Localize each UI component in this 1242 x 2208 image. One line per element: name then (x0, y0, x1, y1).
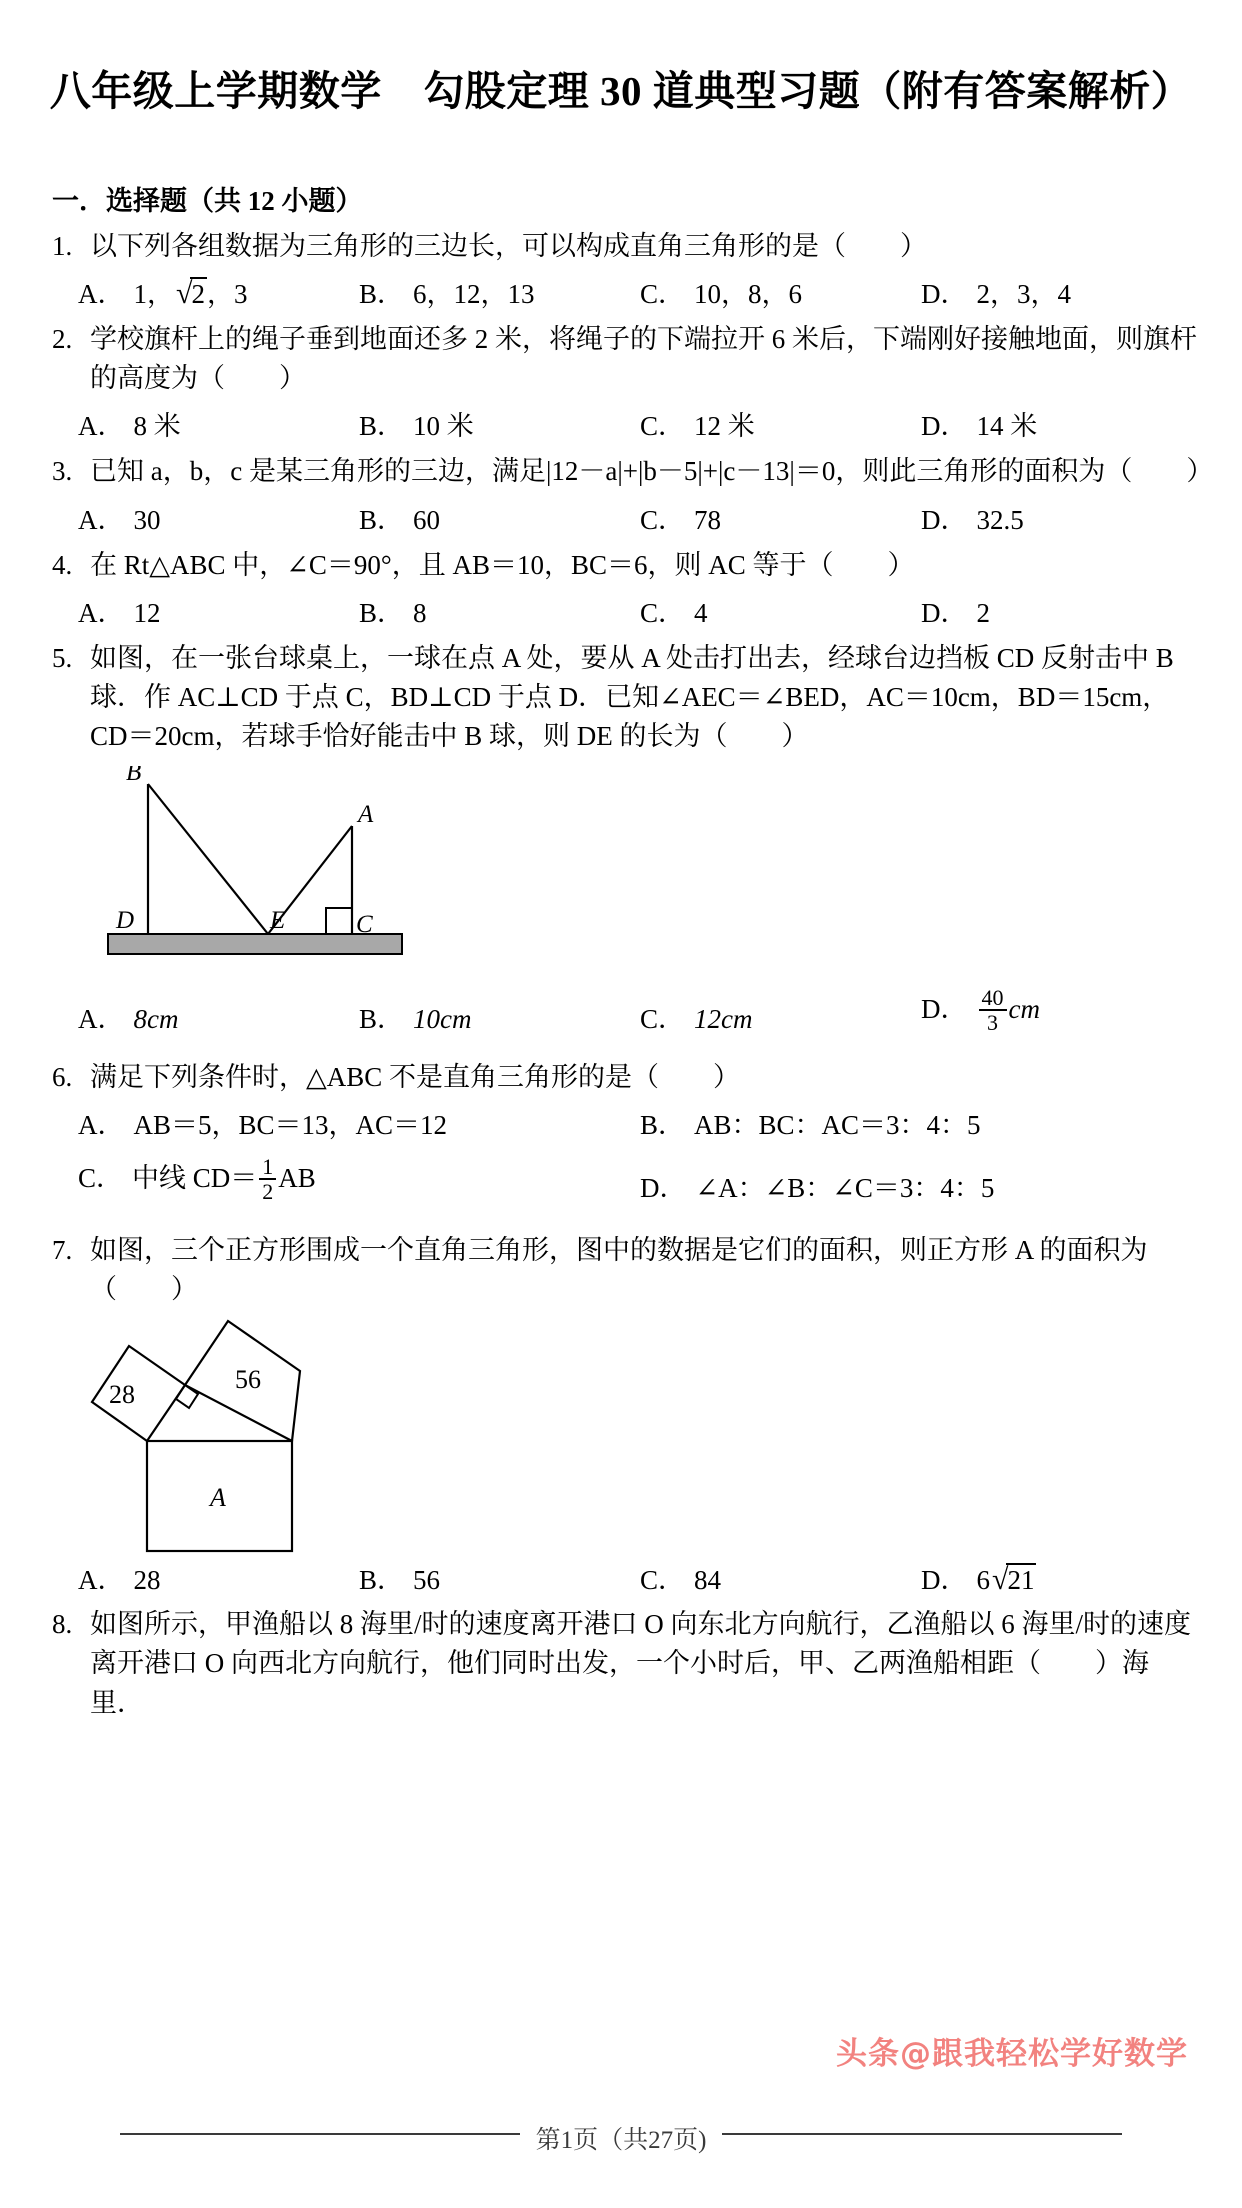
question-6 (52, 1058, 1202, 1097)
sqrt-radicand: 2 (191, 279, 205, 310)
option-d[interactable] (921, 984, 1202, 1036)
question-4 (52, 546, 1202, 585)
option-lead: A． (78, 1004, 125, 1035)
label-56: 56 (235, 1365, 261, 1395)
option-text: 10cm (413, 1004, 472, 1035)
option-lead: D． (921, 994, 968, 1025)
question-6-options-row2 (78, 1153, 1202, 1205)
option-text: AB：BC：AC＝3：4：5 (694, 1110, 981, 1141)
sqrt-radicand: 21 (1007, 1565, 1035, 1596)
label-C: C (356, 911, 373, 939)
question-text: 如图，三个正方形围成一个直角三角形，图中的数据是它们的面积，则正方形 A 的面积为（ ） (90, 1235, 1148, 1305)
option-text: AB＝5，BC＝13，AC＝12 (133, 1110, 448, 1141)
question-number: 2. (52, 324, 73, 355)
page-title: 八年级上学期数学 勾股定理 30 道典型习题（附有答案解析） (49, 68, 1193, 114)
option-lead: A． (78, 597, 125, 628)
option-text: 1， (133, 279, 174, 310)
question-7-options (78, 1558, 1202, 1597)
question-2 (52, 320, 1202, 398)
option-text: 2 (976, 597, 990, 628)
label-A: A (358, 801, 374, 829)
question-text: 已知 a，b，c 是某三角形的三边，满足|12－a|+|b－5|+|c－13|＝0，则此三角形的面积为（ ） (90, 456, 1214, 487)
option-text: 2，3，4 (976, 279, 1071, 310)
question-number: 6. (52, 1062, 73, 1093)
option-lead: C． (78, 1163, 124, 1194)
billiard-diagram-svg (100, 766, 410, 976)
option-b[interactable] (359, 404, 640, 443)
option-d[interactable] (921, 498, 1202, 537)
option-c[interactable] (640, 1558, 921, 1597)
question-number: 5. (52, 642, 73, 673)
label-A: A (210, 1483, 226, 1513)
fraction-denominator: 2 (262, 1178, 274, 1204)
option-text: 12cm (694, 1004, 753, 1035)
option-c[interactable] (640, 997, 921, 1036)
option-lead: A． (78, 1110, 125, 1141)
option-b[interactable] (359, 591, 640, 630)
sqrt-icon: √2 (176, 277, 205, 311)
option-lead: C． (640, 504, 686, 535)
option-lead: C． (640, 1004, 686, 1035)
option-lead: A． (78, 279, 125, 310)
question-3-options (78, 498, 1202, 537)
option-text: 10 米 (413, 411, 474, 442)
option-d[interactable] (921, 591, 1202, 630)
sqrt-icon: √21 (992, 1563, 1035, 1597)
label-E: E (270, 907, 286, 935)
question-8 (52, 1605, 1202, 1722)
option-lead: C． (640, 1565, 686, 1596)
question-1 (52, 227, 1202, 266)
option-lead: C． (640, 279, 686, 310)
question-3 (52, 452, 1214, 491)
option-lead: A． (78, 504, 125, 535)
option-text: 6，12，13 (413, 279, 535, 310)
option-a[interactable] (78, 1103, 640, 1142)
option-a[interactable] (78, 404, 359, 443)
question-2-options (78, 404, 1202, 443)
option-d[interactable] (640, 1166, 1202, 1205)
option-a[interactable] (78, 272, 359, 311)
option-text: 78 (694, 504, 722, 535)
question-4-options (78, 591, 1202, 630)
page-footer (0, 2120, 1242, 2156)
question-text: 学校旗杆上的绳子垂到地面还多 2 米，将绳子的下端拉开 6 米后，下端刚好接触地面，则旗杆的高度为（ ） (90, 324, 1197, 394)
option-b[interactable] (640, 1103, 1202, 1142)
option-a[interactable] (78, 1558, 359, 1597)
question-6-options-row1 (78, 1103, 1202, 1142)
option-text: 32.5 (976, 504, 1024, 535)
question-1-options (78, 272, 1202, 311)
option-text: 8 (413, 597, 427, 628)
option-lead: C． (640, 411, 686, 442)
option-lead: D． (921, 411, 968, 442)
option-lead: D． (921, 279, 968, 310)
option-b[interactable] (359, 498, 640, 537)
question-number: 7. (52, 1235, 73, 1266)
option-lead: B． (359, 1004, 405, 1035)
option-text: 56 (413, 1565, 441, 1596)
option-text: ∠A：∠B：∠C＝3：4：5 (695, 1173, 995, 1204)
option-lead: B． (359, 411, 405, 442)
option-a[interactable] (78, 997, 359, 1036)
option-b[interactable] (359, 997, 640, 1036)
option-text: 8 米 (133, 411, 181, 442)
option-text: 12 米 (694, 411, 755, 442)
option-lead: B． (359, 1565, 405, 1596)
option-text-tail: ，3 (206, 279, 248, 310)
option-lead: D． (921, 597, 968, 628)
option-lead: D． (921, 1565, 968, 1596)
question-number: 1. (52, 231, 73, 261)
option-text: 4 (694, 597, 708, 628)
option-b[interactable] (359, 272, 640, 311)
page-number-label: 第1页（共27页) (520, 2120, 723, 2156)
question-text: 如图所示，甲渔船以 8 海里/时的速度离开港口 O 向东北方向航行，乙渔船以 6 海里/时的速度离开港口 O 向西北方向航行，他们同时出发，一个小时后，甲、乙两渔船相距（ ）海里． (90, 1609, 1191, 1718)
option-text: 30 (133, 504, 161, 535)
option-text: 6 (976, 1565, 990, 1596)
option-text: 10，8，6 (694, 279, 803, 310)
label-B: B (126, 766, 142, 787)
option-text: 中线 CD＝ (132, 1163, 258, 1194)
option-b[interactable] (359, 1558, 640, 1597)
option-text: 60 (413, 504, 441, 535)
option-d[interactable] (921, 1558, 1202, 1597)
option-text-tail: AB (278, 1163, 316, 1194)
option-c[interactable] (640, 404, 921, 443)
question-number: 8. (52, 1609, 73, 1640)
billiard-table-figure (100, 766, 1202, 981)
option-text: 28 (133, 1565, 161, 1596)
section-heading: 一．选择题（共 12 小题） (52, 186, 363, 216)
question-number: 4. (52, 549, 73, 580)
question-text: 满足下列条件时，△ABC 不是直角三角形的是（ ） (90, 1062, 741, 1093)
question-text: 如图，在一张台球桌上，一球在点 A 处，要从 A 处击打出去，经球台边挡板 CD 反射击中 B 球．作 AC⊥CD 于点 C，BD⊥CD 于点 D．已知∠AEC＝∠BED，AC＝10cm，BD＝15cm，CD＝20cm，若球手恰好能击中 B 球，则 DE 的长为（ ） (90, 642, 1174, 751)
option-a[interactable] (78, 498, 359, 537)
label-28: 28 (109, 1380, 135, 1410)
fraction-denominator: 3 (987, 1009, 998, 1035)
option-lead: C． (640, 597, 686, 628)
fraction-numerator: 1 (259, 1155, 276, 1180)
fraction (979, 986, 1007, 1034)
option-text: 84 (694, 1565, 722, 1596)
question-text: 在 Rt△ABC 中，∠C＝90°，且 AB＝10，BC＝6，则 AC 等于（ ） (90, 549, 915, 580)
question-text: 以下列各组数据为三角形的三边长，可以构成直角三角形的是（ ） (90, 231, 927, 261)
option-text-tail: cm (1008, 994, 1040, 1025)
option-lead: D． (921, 504, 968, 535)
option-c[interactable] (78, 1153, 640, 1205)
option-lead: A． (78, 1565, 125, 1596)
option-lead: A． (78, 411, 125, 442)
question-7 (52, 1231, 1202, 1309)
option-c[interactable] (640, 498, 921, 537)
option-a[interactable] (78, 591, 359, 630)
option-lead: B． (359, 597, 405, 628)
question-5 (52, 639, 1202, 756)
option-text: 8cm (133, 1004, 179, 1035)
option-lead: D． (640, 1173, 687, 1204)
watermark: 头条@跟我轻松学好数学 (836, 2036, 1188, 2072)
fraction-numerator: 40 (979, 986, 1007, 1011)
option-lead: B． (359, 279, 405, 310)
label-D: D (116, 907, 135, 935)
option-text: 14 米 (976, 411, 1038, 442)
squares-diagram-svg (70, 1313, 390, 1553)
option-c[interactable] (640, 591, 921, 630)
option-lead: B． (640, 1110, 686, 1141)
option-c[interactable] (640, 272, 921, 311)
three-squares-figure (70, 1313, 1202, 1558)
question-5-options (78, 984, 1202, 1036)
option-lead: B． (359, 504, 405, 535)
fraction (259, 1155, 276, 1203)
question-number: 3. (52, 456, 73, 487)
option-d[interactable] (921, 272, 1202, 311)
option-d[interactable] (921, 404, 1202, 443)
option-text: 12 (133, 597, 161, 628)
